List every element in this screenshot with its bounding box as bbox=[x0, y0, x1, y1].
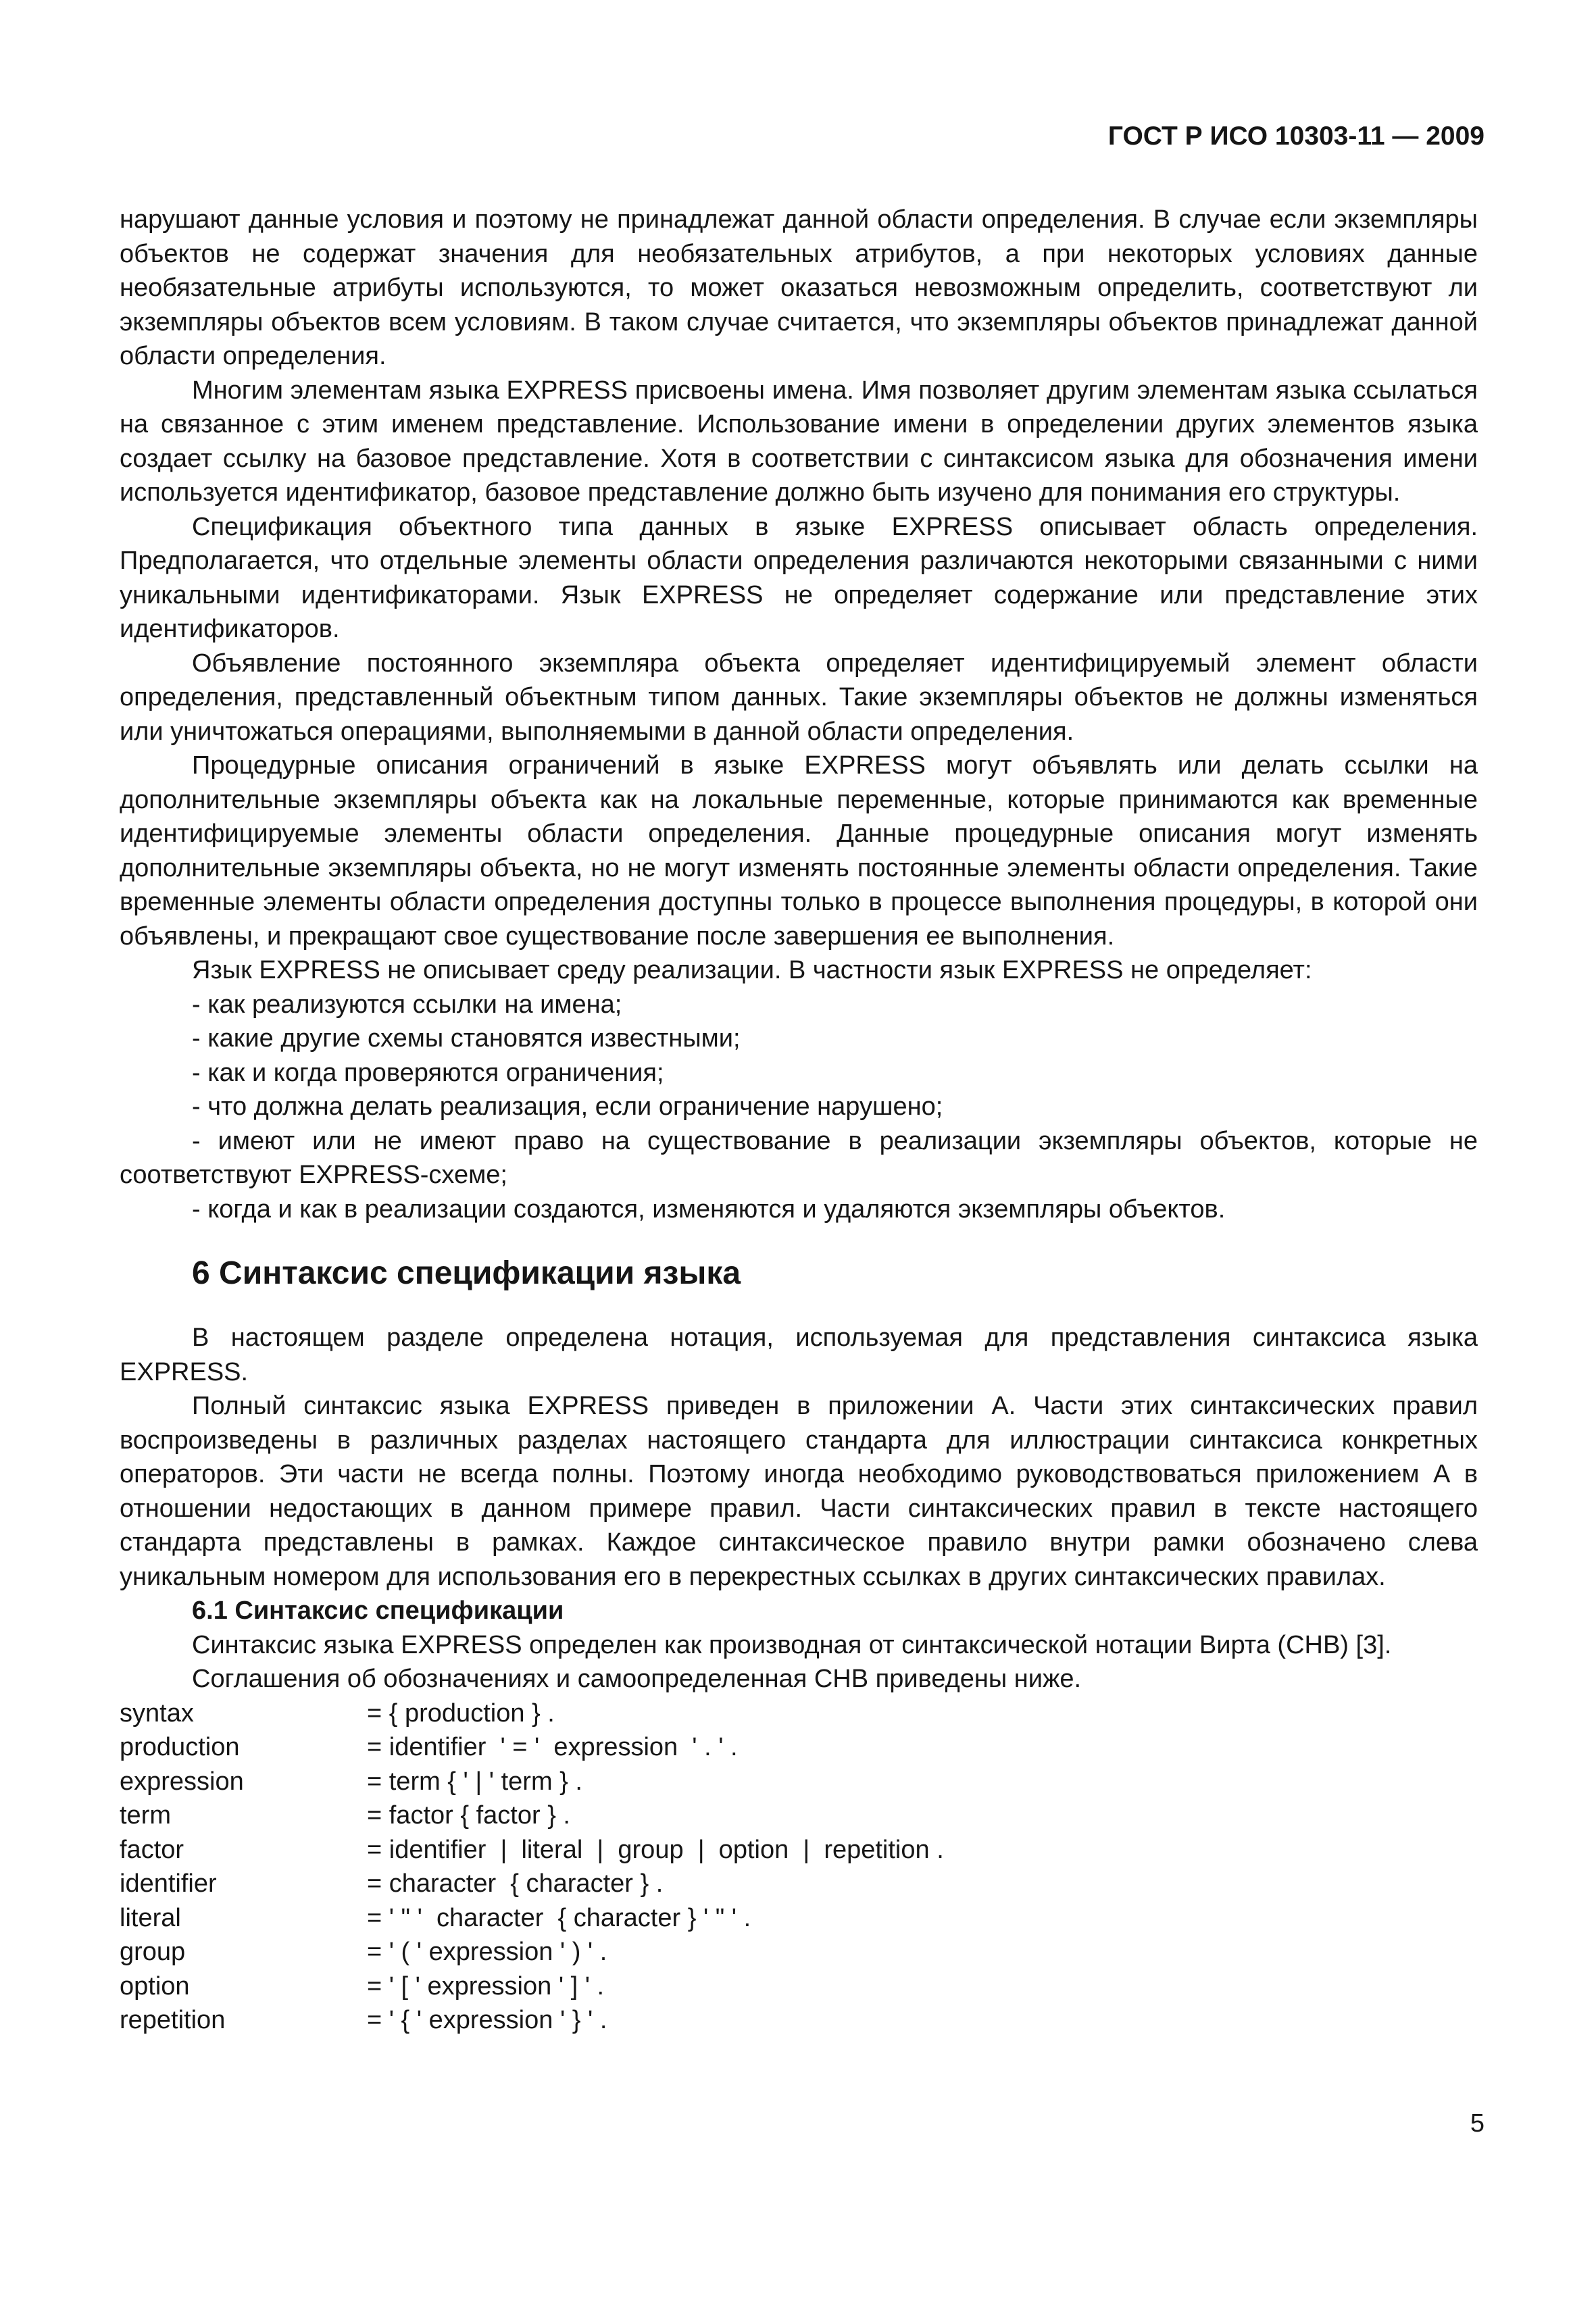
list-item: - когда и как в реализации создаются, изменяются и удаляются экземпляры объектов. bbox=[192, 1194, 1226, 1224]
grammar-row bbox=[120, 1867, 1478, 1901]
grammar-term-name: group bbox=[120, 1938, 186, 1966]
grammar-term-name: expression bbox=[120, 1767, 244, 1796]
grammar-rule: = character { character } . bbox=[367, 1869, 664, 1898]
grammar-term-name: option bbox=[120, 1971, 190, 2001]
grammar-row bbox=[120, 1969, 1478, 2004]
grammar-rule: = ' ( ' expression ' ) ' . bbox=[367, 1938, 607, 1966]
grammar-rule: = ' " ' character { character } ' " ' . bbox=[367, 1903, 751, 1932]
grammar-term-name: factor bbox=[120, 1835, 184, 1864]
grammar-rule: = identifier ' = ' expression ' . ' . bbox=[367, 1733, 738, 1761]
grammar-rule: = term { ' | ' term } . bbox=[367, 1767, 582, 1796]
list-item: - имеют или не имеют право на существование в реализации экземпляры объектов, которые не соответствуют EXPRESS-схеме; bbox=[120, 1126, 1478, 1189]
grammar-rule: = identifier | literal | group | option | repetition . bbox=[367, 1835, 944, 1864]
page-number: 5 bbox=[1470, 2109, 1485, 2138]
section-intro-paragraph: В настоящем разделе определена нотация, используемая для представления синтаксиса языка EXPRESS. bbox=[120, 1324, 1478, 1386]
wsn-definition-paragraph: Синтаксис языка EXPRESS определен как производная от синтаксической нотации Вирта (СНВ) [3]. bbox=[192, 1630, 1392, 1659]
section-title: 6 Синтаксис спецификации языка bbox=[192, 1255, 741, 1291]
implementation-list bbox=[120, 988, 1478, 1227]
grammar-rule: = ' { ' expression ' } ' . bbox=[367, 2006, 607, 2034]
grammar-term-name: repetition bbox=[120, 2006, 226, 2034]
grammar-row bbox=[120, 1901, 1478, 1936]
implementation-environment-paragraph: Язык EXPRESS не описывает среду реализации. В частности язык EXPRESS не определяет: bbox=[192, 956, 1312, 984]
continued-paragraph: нарушают данные условия и поэтому не принадлежат данной области определения. В случае если экземпляры объектов не содержат значения для необязательных атрибутов, а при некоторых условиях данные необязательные атрибуты используются, то может оказаться невозможным определить, соответствуют ли экземпляры объектов всем условиям. В таком случае считается, что экземпляры объектов принадлежат данной области определения. bbox=[120, 205, 1478, 370]
grammar-row bbox=[120, 1730, 1478, 1765]
list-item: - как реализуются ссылки на имена; bbox=[192, 990, 622, 1019]
names-paragraph: Многим элементам языка EXPRESS присвоены имена. Имя позволяет другим элементам языка ссылаться на связанное с этим именем представление. Использование имени в определении других элементов языка создает ссылку на базовое представление. Хотя в соответствии с синтаксисом языка для обозначения имени используется идентификатор, базовое представление должно быть изучено для понимания его структуры. bbox=[120, 376, 1478, 507]
list-item: - какие другие схемы становятся известными; bbox=[192, 1024, 741, 1053]
grammar-row bbox=[120, 1765, 1478, 1799]
grammar-term-name: syntax bbox=[120, 1699, 194, 1728]
standard-header: ГОСТ Р ИСО 10303-11 — 2009 bbox=[1107, 122, 1485, 151]
list-item: - что должна делать реализация, если ограничение нарушено; bbox=[192, 1092, 943, 1121]
entity-domain-paragraph: Спецификация объектного типа данных в языке EXPRESS описывает область определения. Предполагается, что отдельные элементы области определения различаются некоторыми связанными с ними уникальными идентификаторами. Язык EXPRESS не определяет содержание или представление этих идентификаторов. bbox=[120, 512, 1478, 643]
grammar-row bbox=[120, 1799, 1478, 1833]
notation-conventions-paragraph: Соглашения об обозначениях и самоопределенная СНВ приведены ниже. bbox=[192, 1665, 1082, 1693]
grammar-rule: = factor { factor } . bbox=[367, 1801, 570, 1830]
grammar-row bbox=[120, 1935, 1478, 1969]
subsection-title: 6.1 Синтаксис спецификации bbox=[192, 1596, 564, 1625]
grammar-term-name: literal bbox=[120, 1903, 181, 1932]
persistent-instance-paragraph: Объявление постоянного экземпляра объекта определяет идентифицируемый элемент области определения, представленный объектным типом данных. Такие экземпляры объектов не должны изменяться или уничтожаться операциями, выполняемыми в данной области определения. bbox=[120, 649, 1478, 746]
list-item: - как и когда проверяются ограничения; bbox=[192, 1058, 664, 1087]
full-syntax-paragraph: Полный синтаксис языка EXPRESS приведен в приложении А. Части этих синтаксических правил воспроизведены в различных разделах настоящего стандарта для иллюстрации синтаксиса конкретных операторов. Эти части не всегда полны. Поэтому иногда необходимо руководствоваться приложением А в отношении недостающих в данном примере правил. Части синтаксических правил в тексте настоящего стандарта представлены в рамках. Каждое синтаксическое правило внутри рамки обозначено слева уникальным номером для использования его в перекрестных ссылках в других синтаксических правилах. bbox=[120, 1392, 1478, 1591]
procedural-constraints-paragraph: Процедурные описания ограничений в языке EXPRESS могут объявлять или делать ссылки на дополнительные экземпляры объекта как на локальные переменные, которые принимаются как временные идентифицируемые элементы области определения. Данные процедурные описания могут изменять дополнительные экземпляры объекта, но не могут изменять постоянные элементы области определения. Такие временные элементы области определения доступны только в процессе выполнения процедуры, в которой они объявлены, и прекращают свое существование после завершения ее выполнения. bbox=[120, 751, 1478, 951]
grammar-rule: = ' [ ' expression ' ] ' . bbox=[367, 1971, 605, 2001]
wirth-syntax-notation bbox=[120, 1696, 1478, 2038]
grammar-term-name: identifier bbox=[120, 1869, 217, 1898]
page-content bbox=[120, 203, 1478, 2038]
grammar-row bbox=[120, 1696, 1478, 1731]
grammar-term-name: production bbox=[120, 1733, 240, 1761]
grammar-row bbox=[120, 2003, 1478, 2038]
grammar-rule: = { production } . bbox=[367, 1699, 555, 1728]
grammar-term-name: term bbox=[120, 1801, 171, 1830]
grammar-row bbox=[120, 1833, 1478, 1867]
